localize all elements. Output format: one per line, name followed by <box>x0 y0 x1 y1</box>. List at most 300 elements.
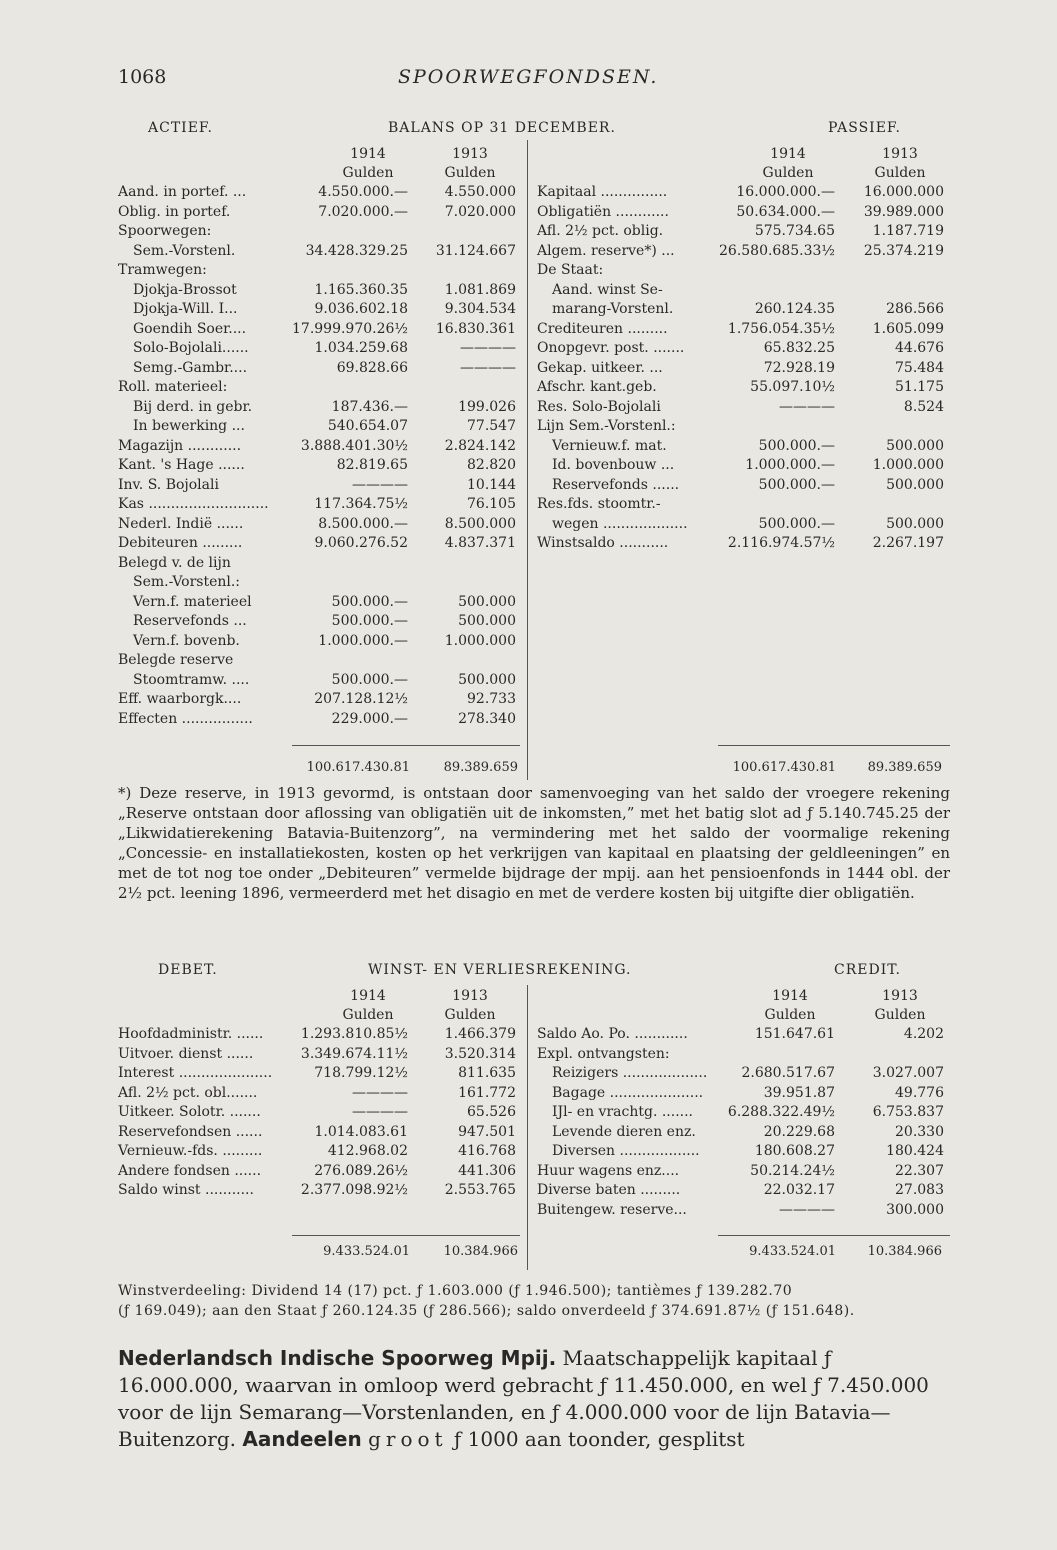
value-1913: 278.340 <box>458 710 516 727</box>
row-label: Diversen .................. <box>552 1143 700 1159</box>
actief-total-1914: 100.617.430.81 <box>306 760 410 775</box>
value-1913: 180.424 <box>886 1143 944 1159</box>
table-row <box>537 437 950 457</box>
value-1913: 6.753.837 <box>872 1104 944 1120</box>
balans-heading: BALANS OP 31 DECEMBER. <box>388 120 616 136</box>
table-row <box>537 1064 950 1084</box>
value-1913: 82.820 <box>467 457 516 473</box>
row-label: Interest ..................... <box>118 1065 273 1081</box>
table-row <box>537 1103 950 1123</box>
passief-total-rule <box>718 745 950 746</box>
value-1914: 34.428.329.25 <box>305 242 408 259</box>
row-label: Djokja-Brossot <box>133 281 237 298</box>
table-row <box>118 534 518 554</box>
value-1913: 65.526 <box>467 1104 516 1120</box>
actief-table <box>118 183 518 729</box>
table-row <box>537 476 950 496</box>
year-label: 1914 <box>350 146 386 162</box>
table-row <box>537 398 950 418</box>
table-row <box>118 339 518 359</box>
table-row <box>537 378 950 398</box>
value-1913: 441.306 <box>458 1162 516 1179</box>
table-row <box>118 612 518 632</box>
value-1914: 72.928.19 <box>763 359 835 376</box>
value-1914: 500.000.— <box>331 593 408 610</box>
table-row <box>537 222 950 242</box>
table-row <box>118 632 518 652</box>
row-label: Diverse baten ......... <box>537 1182 681 1198</box>
row-label: Reservefonds ...... <box>552 476 680 493</box>
value-1913: 49.776 <box>895 1084 944 1101</box>
row-label: Effecten ................ <box>118 710 253 727</box>
value-1914: 276.089.26½ <box>314 1162 408 1179</box>
table-row <box>537 1201 950 1221</box>
value-1913: 1.466.379 <box>444 1026 516 1042</box>
table-row <box>118 671 518 691</box>
running-title: SPOORWEGFONDSEN. <box>398 66 659 88</box>
actief-col-1914-header <box>318 145 418 183</box>
winst-divider <box>527 985 528 1270</box>
value-1914: 9.036.602.18 <box>314 301 408 317</box>
debet-table <box>118 1025 518 1201</box>
row-label: Reservefonds ... <box>133 613 247 629</box>
row-label: Saldo Ao. Po. ............ <box>537 1026 688 1042</box>
shares-label: Aandeelen <box>242 1427 362 1451</box>
row-label: Djokja-Will. I... <box>133 301 238 317</box>
value-1914: 1.000.000.— <box>745 457 835 473</box>
year-label: 1913 <box>452 988 488 1004</box>
value-1913: 4.837.371 <box>444 535 516 551</box>
table-row <box>118 203 518 223</box>
row-label: Uitvoer. dienst ...... <box>118 1045 254 1062</box>
value-1914: 55.097.10½ <box>750 379 835 395</box>
value-1913: 947.501 <box>458 1123 516 1140</box>
value-1914: 500.000.— <box>758 437 835 454</box>
value-1914: 65.832.25 <box>763 340 835 356</box>
value-1913: 1.081.869 <box>444 281 516 298</box>
row-label: Reservefondsen ...... <box>118 1123 263 1140</box>
table-row <box>118 222 518 242</box>
row-label: Inv. S. Bojolali <box>118 476 219 493</box>
unit-label: Gulden <box>444 1007 496 1023</box>
table-row <box>118 1025 518 1045</box>
value-1914: 39.951.87 <box>763 1084 835 1101</box>
balans-divider <box>527 140 528 780</box>
table-row <box>118 1045 518 1065</box>
winst-heading: WINST- EN VERLIESREKENING. <box>368 962 632 978</box>
value-1914: ———— <box>352 1104 408 1120</box>
value-1914: 8.500.000.— <box>318 515 408 532</box>
value-1913: 500.000 <box>458 671 516 688</box>
value-1914: 180.608.27 <box>754 1143 835 1159</box>
value-1913: 2.267.197 <box>872 535 944 551</box>
row-label: Bij derd. in gebr. <box>133 398 253 415</box>
year-label: 1913 <box>882 146 918 162</box>
value-1913: 31.124.667 <box>435 242 516 259</box>
debet-col-1913-header <box>420 987 520 1025</box>
unit-label: Gulden <box>764 1007 816 1023</box>
value-1913: 416.768 <box>458 1143 516 1159</box>
value-1914: 1.165.360.35 <box>314 281 408 298</box>
value-1913: 2.553.765 <box>444 1182 516 1198</box>
value-1914: 20.229.68 <box>763 1123 835 1140</box>
row-label: Roll. materieel: <box>118 379 228 395</box>
row-label: Afschr. kant.geb. <box>537 379 657 395</box>
value-1913: 8.500.000 <box>444 515 516 532</box>
table-row <box>537 300 950 320</box>
row-label: Buitengew. reserve... <box>537 1201 687 1218</box>
table-row <box>537 1181 950 1201</box>
row-label: Semg.-Gambr.... <box>133 359 248 376</box>
value-1914: 2.680.517.67 <box>741 1065 835 1081</box>
row-label: Bagage ..................... <box>552 1084 704 1101</box>
actief-col-1913-header <box>420 145 520 183</box>
row-label: Kas ........................... <box>118 496 269 512</box>
value-1913: 4.202 <box>903 1026 944 1042</box>
page-number: 1068 <box>118 66 167 88</box>
value-1914: 2.377.098.92½ <box>300 1182 408 1198</box>
table-row <box>537 495 950 515</box>
value-1914: ———— <box>779 398 835 415</box>
row-label: Obligatiën ............ <box>537 203 669 220</box>
debet-heading: DEBET. <box>158 962 218 978</box>
row-label: Eff. waarborgk.... <box>118 691 242 707</box>
value-1914: ———— <box>352 476 408 493</box>
value-1914: 50.634.000.— <box>736 203 835 220</box>
value-1914: 575.734.65 <box>754 223 835 239</box>
row-label: Uitkeer. Solotr. ....... <box>118 1104 261 1120</box>
value-1914: 500.000.— <box>331 671 408 688</box>
credit-table <box>537 1025 950 1220</box>
row-label: Sem.-Vorstenl. <box>133 242 236 259</box>
table-row <box>537 1045 950 1065</box>
table-row <box>118 1064 518 1084</box>
value-1913: 286.566 <box>886 301 944 317</box>
value-1914: 151.647.61 <box>754 1026 835 1042</box>
value-1913: 25.374.219 <box>863 242 944 259</box>
table-row <box>118 456 518 476</box>
table-row <box>118 1142 518 1162</box>
row-label: Levende dieren enz. <box>552 1123 696 1140</box>
table-row <box>537 1123 950 1143</box>
value-1914: 500.000.— <box>758 476 835 493</box>
row-label: Lijn Sem.-Vorstenl.: <box>537 418 676 434</box>
row-label: marang-Vorstenl. <box>552 301 674 317</box>
row-label: Kant. 's Hage ...... <box>118 457 245 473</box>
table-row <box>537 261 950 281</box>
year-label: 1913 <box>452 146 488 162</box>
row-label: Spoorwegen: <box>118 223 212 239</box>
actief-heading: ACTIEF. <box>148 120 213 136</box>
unit-label: Gulden <box>342 1007 394 1023</box>
unit-label: Gulden <box>874 165 926 181</box>
value-1913: 22.307 <box>895 1162 944 1179</box>
value-1914: 260.124.35 <box>754 301 835 317</box>
value-1913: 500.000 <box>886 515 944 532</box>
table-row <box>118 359 518 379</box>
value-1914: 117.364.75½ <box>314 496 408 512</box>
value-1913: 811.635 <box>458 1065 516 1081</box>
table-row <box>118 651 518 671</box>
table-row <box>118 281 518 301</box>
value-1913: 199.026 <box>458 398 516 415</box>
table-row <box>537 203 950 223</box>
row-label: Andere fondsen ...... <box>118 1162 262 1179</box>
footnote-text: *) Deze reserve, in 1913 gevormd, is ontstaan door samenvoeging van het saldo der vroegere rekening „Reserve ontstaan door aflossing van obligatiën uit de inkomsten,” met het batig slot ad ƒ 5.140.745.25 der „Likwidatierekening Batavia-Buitenzorg”, na vermindering met het saldo der voormalige rekening „Concessie- en installatiekosten, kosten op het verkrijgen van kapitaal en plaatsing der geldleeningen” en met de tot nog toe onder „Debiteuren” vermelde bijdrage der mpij. aan het pensioenfonds in 1444 obl. der 2½ pct. leening 1896, vermeerderd met het disagio en met de verdere kosten bij uitgifte dier obligatiën. <box>118 784 950 902</box>
value-1913: 76.105 <box>467 496 516 512</box>
row-label: Tramwegen: <box>118 262 207 278</box>
row-label: Afl. 2½ pct. obl....... <box>118 1084 258 1101</box>
value-1913: 500.000 <box>886 437 944 454</box>
value-1914: 1.014.083.61 <box>314 1123 408 1140</box>
value-1914: 412.968.02 <box>327 1143 408 1159</box>
value-1913: 51.175 <box>895 379 944 395</box>
value-1914: 1.000.000.— <box>318 632 408 649</box>
row-label: Oblig. in portef. <box>118 203 231 220</box>
table-row <box>118 495 518 515</box>
table-row <box>118 1084 518 1104</box>
table-row <box>118 710 518 730</box>
value-1913: 1.000.000 <box>444 632 516 649</box>
winstverdeeling-line-1: Winstverdeeling: Dividend 14 (17) pct. ƒ 1.603.000 (ƒ 1.946.500); tantièmes ƒ 139.282.70 <box>118 1283 793 1299</box>
value-1913: 16.000.000 <box>863 184 944 200</box>
value-1914: 540.654.07 <box>327 418 408 434</box>
footnote <box>118 783 950 903</box>
table-row <box>118 437 518 457</box>
row-label: Onopgevr. post. ....... <box>537 340 685 356</box>
credit-col-1914-header <box>740 987 840 1025</box>
value-1914: 500.000.— <box>331 613 408 629</box>
value-1914: 207.128.12½ <box>314 691 408 707</box>
table-row <box>118 300 518 320</box>
value-1913: 75.484 <box>895 359 944 376</box>
table-row <box>537 417 950 437</box>
row-label: Algem. reserve*) ... <box>537 242 675 259</box>
value-1913: 1.187.719 <box>872 223 944 239</box>
value-1914: 1.034.259.68 <box>314 340 408 356</box>
actief-total-1913: 89.389.659 <box>443 760 518 775</box>
value-1913: 500.000 <box>458 613 516 629</box>
value-1914: 1.293.810.85½ <box>300 1026 408 1042</box>
passief-col-1913-header <box>850 145 950 183</box>
year-label: 1914 <box>770 146 806 162</box>
row-label: Reizigers ................... <box>552 1065 708 1081</box>
row-label: Aand. in portef. ... <box>118 184 247 200</box>
table-row <box>537 242 950 262</box>
row-label: Huur wagens enz.... <box>537 1162 680 1179</box>
table-row <box>118 1123 518 1143</box>
value-1913: 77.547 <box>467 418 516 434</box>
value-1914: 187.436.— <box>331 398 408 415</box>
credit-total-1913: 10.384.966 <box>867 1244 942 1259</box>
table-row <box>118 573 518 593</box>
row-label: Debiteuren ......... <box>118 535 243 551</box>
debet-total-1913: 10.384.966 <box>443 1244 518 1259</box>
row-label: Goendih Soer.... <box>133 320 247 337</box>
row-label: Vernieuw.-fds. ......... <box>118 1143 263 1159</box>
credit-total-rule <box>718 1235 950 1236</box>
value-1913: 20.330 <box>895 1123 944 1140</box>
row-label: Winstsaldo ........... <box>537 535 669 551</box>
value-1914: 718.799.12½ <box>314 1065 408 1081</box>
table-row <box>118 242 518 262</box>
unit-label: Gulden <box>444 165 496 181</box>
value-1913: 27.083 <box>895 1182 944 1198</box>
value-1913: 39.989.000 <box>863 203 944 220</box>
actief-total-rule <box>292 745 520 746</box>
value-1913: 500.000 <box>458 593 516 610</box>
value-1913: 1.000.000 <box>872 457 944 473</box>
value-1914: 500.000.— <box>758 515 835 532</box>
value-1914: 26.580.685.33½ <box>719 242 835 259</box>
table-row <box>118 320 518 340</box>
credit-total-1914: 9.433.524.01 <box>749 1244 836 1259</box>
table-row <box>118 690 518 710</box>
table-row <box>118 1181 518 1201</box>
table-row <box>537 534 950 554</box>
row-label: Kapitaal ............... <box>537 184 668 200</box>
value-1913: 44.676 <box>895 340 944 356</box>
table-row <box>118 1103 518 1123</box>
value-1913: 8.524 <box>903 398 944 415</box>
value-1914: 17.999.970.26½ <box>292 320 408 337</box>
passief-total-1914: 100.617.430.81 <box>732 760 836 775</box>
table-row <box>537 456 950 476</box>
table-row <box>118 183 518 203</box>
value-1913: 1.605.099 <box>872 320 944 337</box>
value-1914: ———— <box>352 1084 408 1101</box>
value-1913: 9.304.534 <box>444 301 516 317</box>
row-label: Hoofdadministr. ...... <box>118 1026 264 1042</box>
value-1913: ———— <box>460 340 516 356</box>
value-1913: 10.144 <box>467 476 516 493</box>
row-label: Vern.f. bovenb. <box>133 632 240 649</box>
value-1913: 2.824.142 <box>444 437 516 454</box>
spaced-word: groot <box>368 1427 448 1451</box>
value-1914: 82.819.65 <box>336 457 408 473</box>
table-row <box>118 593 518 613</box>
row-label: Expl. ontvangsten: <box>537 1045 670 1062</box>
winstverdeeling <box>118 1281 950 1321</box>
table-row <box>118 476 518 496</box>
company-name: Nederlandsch Indische Spoorweg Mpij. <box>118 1346 557 1370</box>
debet-total-1914: 9.433.524.01 <box>323 1244 410 1259</box>
year-label: 1914 <box>772 988 808 1004</box>
row-label: Crediteuren ......... <box>537 320 668 337</box>
row-label: Nederl. Indië ...... <box>118 515 244 532</box>
value-1914: 9.060.276.52 <box>314 535 408 551</box>
value-1914: 3.888.401.30½ <box>300 437 408 454</box>
credit-col-1913-header <box>850 987 950 1025</box>
value-1913: 4.550.000 <box>444 184 516 200</box>
table-row <box>118 417 518 437</box>
row-label: Id. bovenbouw ... <box>552 457 675 473</box>
table-row <box>118 554 518 574</box>
table-row <box>537 1162 950 1182</box>
row-label: Res. Solo-Bojolali <box>537 398 661 415</box>
row-label: Belegd v. de lijn <box>118 554 231 571</box>
row-label: Solo-Bojolali...... <box>133 340 249 356</box>
credit-heading: CREDIT. <box>834 962 901 978</box>
table-row <box>537 320 950 340</box>
company-entry <box>118 1345 950 1453</box>
row-label: Gekap. uitkeer. ... <box>537 359 663 376</box>
row-label: Vern.f. materieel <box>133 593 252 610</box>
row-label: Vernieuw.f. mat. <box>552 437 667 454</box>
company-text-1: Maatschappelijk kapitaal ƒ 16.000.000, waarvan in omloop werd gebracht ƒ 11.450.000, en wel ƒ 7.450.000 voor de lijn Semarang—Vorstenlanden, en ƒ 4.000.000 voor de lijn Batavia—Buitenzorg. <box>118 1346 929 1451</box>
table-row <box>537 1084 950 1104</box>
value-1913: 500.000 <box>886 476 944 493</box>
year-label: 1913 <box>882 988 918 1004</box>
value-1914: 6.288.322.49½ <box>727 1104 835 1120</box>
table-row <box>537 1142 950 1162</box>
value-1914: 69.828.66 <box>336 359 408 376</box>
value-1913: 7.020.000 <box>444 203 516 220</box>
row-label: Magazijn ............ <box>118 437 242 454</box>
year-label: 1914 <box>350 988 386 1004</box>
value-1913: 3.520.314 <box>444 1045 516 1062</box>
unit-label: Gulden <box>762 165 814 181</box>
table-row <box>118 398 518 418</box>
passief-col-1914-header <box>738 145 838 183</box>
value-1914: 229.000.— <box>331 710 408 727</box>
row-label: IJl- en vrachtg. ....... <box>552 1104 693 1120</box>
row-label: De Staat: <box>537 262 604 278</box>
value-1913: 16.830.361 <box>435 320 516 337</box>
row-label: Sem.-Vorstenl.: <box>133 574 241 590</box>
table-row <box>118 515 518 535</box>
table-row <box>537 339 950 359</box>
row-label: Belegde reserve <box>118 652 234 668</box>
passief-total-1913: 89.389.659 <box>867 760 942 775</box>
value-1914: 2.116.974.57½ <box>727 535 835 551</box>
table-row <box>537 515 950 535</box>
debet-total-rule <box>292 1235 520 1236</box>
row-label: Saldo winst ........... <box>118 1182 254 1198</box>
table-row <box>118 1162 518 1182</box>
row-label: Stoomtramw. .... <box>133 671 250 688</box>
value-1914: 16.000.000.— <box>736 184 835 200</box>
winstverdeeling-line-2: (ƒ 169.049); aan den Staat ƒ 260.124.35 (ƒ 286.566); saldo onverdeeld ƒ 374.691.87½ (ƒ 151.648). <box>118 1303 855 1319</box>
table-row <box>118 378 518 398</box>
value-1914: 22.032.17 <box>763 1182 835 1198</box>
value-1914: 3.349.674.11½ <box>300 1045 408 1062</box>
passief-table <box>537 183 950 554</box>
passief-heading: PASSIEF. <box>828 120 901 136</box>
row-label: Res.fds. stoomtr.- <box>537 496 661 512</box>
value-1913: 161.772 <box>458 1084 516 1101</box>
unit-label: Gulden <box>342 165 394 181</box>
row-label: In bewerking ... <box>133 418 245 434</box>
company-text-2: ƒ 1000 aan toonder, gesplitst <box>447 1427 745 1451</box>
unit-label: Gulden <box>874 1007 926 1023</box>
row-label: Afl. 2½ pct. oblig. <box>537 223 664 239</box>
value-1913: 92.733 <box>467 691 516 707</box>
value-1914: 50.214.24½ <box>750 1162 835 1179</box>
value-1914: 7.020.000.— <box>318 203 408 220</box>
table-row <box>537 183 950 203</box>
value-1914: 1.756.054.35½ <box>727 320 835 337</box>
row-label: wegen ................... <box>552 515 688 532</box>
row-label: Aand. winst Se- <box>552 281 663 298</box>
table-row <box>118 261 518 281</box>
table-row <box>537 281 950 301</box>
value-1914: 4.550.000.— <box>318 184 408 200</box>
table-row <box>537 359 950 379</box>
value-1913: 3.027.007 <box>872 1065 944 1081</box>
value-1914: ———— <box>779 1201 835 1218</box>
debet-col-1914-header <box>318 987 418 1025</box>
